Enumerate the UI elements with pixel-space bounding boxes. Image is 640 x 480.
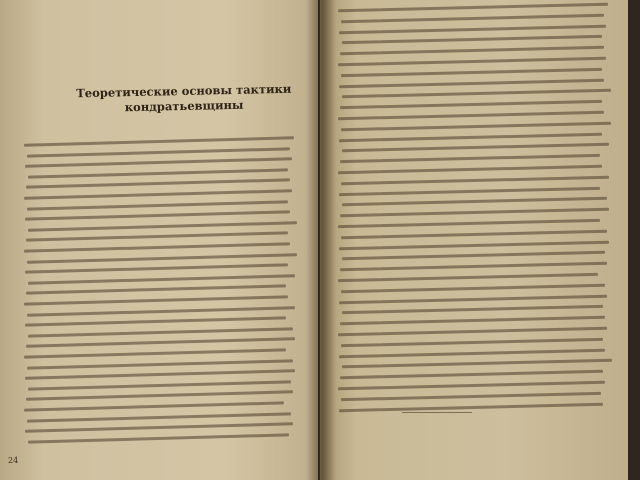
text-line <box>28 221 297 232</box>
text-line <box>26 232 288 242</box>
text-line <box>338 327 607 337</box>
page-number: 24 <box>8 456 19 465</box>
text-line <box>24 348 286 358</box>
text-line <box>340 208 609 218</box>
text-line <box>28 380 291 390</box>
text-line <box>28 274 295 284</box>
text-line <box>28 327 293 337</box>
text-line <box>28 433 289 443</box>
text-line <box>338 381 605 391</box>
text-line <box>341 14 604 23</box>
text-line <box>340 370 603 379</box>
text-line <box>342 89 611 99</box>
table-edge <box>628 0 640 480</box>
text-line <box>339 402 603 411</box>
text-line <box>339 294 607 304</box>
text-line <box>27 147 290 157</box>
text-line <box>27 253 297 264</box>
text-line <box>27 359 293 369</box>
text-line <box>341 176 609 186</box>
text-line <box>341 284 605 293</box>
text-line <box>26 179 290 189</box>
text-line <box>338 165 602 174</box>
text-line <box>24 189 292 199</box>
text-line <box>340 262 607 272</box>
text-line <box>342 359 612 369</box>
book-gutter <box>306 0 336 480</box>
text-line <box>26 338 295 349</box>
text-line <box>342 143 609 153</box>
text-line <box>27 200 288 210</box>
text-line <box>25 210 290 220</box>
article-title: Теоретические основы тактики кондратьевщины <box>76 81 292 115</box>
text-line <box>27 412 291 422</box>
text-line <box>342 305 603 314</box>
text-line <box>25 317 286 327</box>
text-line <box>339 186 600 195</box>
text-line <box>24 136 294 147</box>
text-line <box>339 132 602 141</box>
text-line <box>341 230 607 239</box>
text-line <box>341 121 611 131</box>
author-byline <box>120 118 300 122</box>
text-line <box>24 242 290 252</box>
text-line <box>26 285 286 295</box>
text-line <box>26 391 293 401</box>
right-page <box>320 0 630 480</box>
text-line <box>340 316 605 325</box>
text-line <box>27 306 295 316</box>
text-line <box>28 168 288 178</box>
text-line <box>338 273 598 282</box>
text-line <box>342 197 607 206</box>
text-line <box>340 46 604 55</box>
text-line <box>339 78 604 87</box>
text-line <box>339 348 605 357</box>
text-line <box>25 422 293 432</box>
left-page <box>0 0 318 480</box>
text-line <box>340 154 600 163</box>
text-line <box>338 3 608 13</box>
text-line <box>25 157 292 167</box>
text-line <box>341 392 601 401</box>
text-line <box>25 369 295 380</box>
text-line <box>24 295 288 305</box>
text-line <box>25 264 288 274</box>
footnote-divider <box>402 412 472 413</box>
text-line <box>339 24 606 34</box>
text-line <box>338 219 600 228</box>
text-line <box>24 401 284 411</box>
text-line <box>341 68 602 77</box>
text-line <box>340 100 602 109</box>
text-line <box>342 251 605 260</box>
text-line <box>338 57 606 67</box>
text-line <box>338 111 604 120</box>
text-line <box>342 35 602 44</box>
text-line <box>341 338 603 347</box>
text-line <box>339 240 609 250</box>
